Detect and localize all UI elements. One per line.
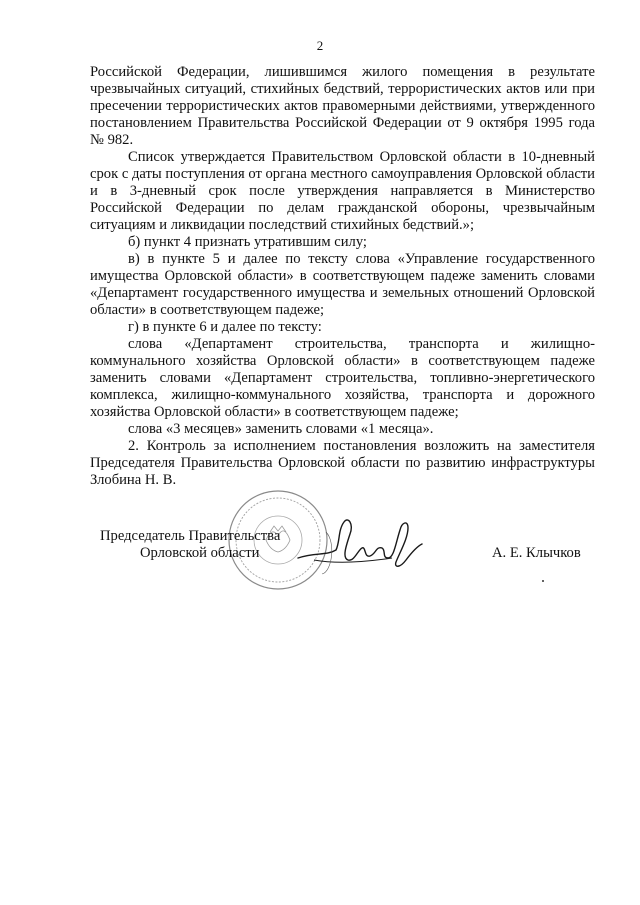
- paragraph-continuation: Российской Федерации, лишившимся жилого помещения в результате чрезвычайных ситуаций, стихийных бедствий, террористических актов или при пресечении террористических актов правомерными действиями, утвержденного постановлением Правительства Российской Федерации от 9 октября 1995 года № 982.: [90, 64, 595, 148]
- paragraph-list-approval: Список утверждается Правительством Орловской области в 10-дневный срок с даты поступления от органа местного самоуправления Орловской области и в 3-дневный срок после утверждения направляется в Министерство Российской Федерации по делам гражданской обороны, чрезвычайным ситуациям и ликвидации последствий стихийных бедствий.»;: [90, 149, 595, 233]
- handwritten-signature: [296, 512, 426, 576]
- ink-dot: [542, 580, 544, 582]
- paragraph-item-v: в) в пункте 5 и далее по тексту слова «Управление государственного имущества Орловской области» в соответствующем падеже заменить словами «Департамент государственного имущества и земельных отношений Орловской области» в соответствующем падеже;: [90, 251, 595, 318]
- signatory-title: [100, 528, 280, 562]
- paragraph-replace-months: слова «3 месяцев» заменить словами «1 месяца».: [128, 421, 434, 437]
- signatory-title-line1: Председатель Правительства: [100, 528, 281, 544]
- signatory-name: А. Е. Клычков: [492, 545, 581, 561]
- paragraph-replace-department: слова «Департамент строительства, транспорта и жилищно-коммунального хозяйства Орловской области» в соответствующем падеже заменить словами «Департамент строительства, топливно-энергетического комплекса, жилищно-коммунального хозяйства, транспорта и дорожного хозяйства Орловской области» в соответствующем падеже;: [90, 336, 595, 420]
- paragraph-item-g: г) в пункте 6 и далее по тексту:: [128, 319, 322, 335]
- signatory-title-line2: Орловской области: [140, 545, 260, 561]
- document-body: [90, 64, 595, 489]
- paragraph-item-b: б) пункт 4 признать утратившим силу;: [128, 234, 367, 250]
- paragraph-control: 2. Контроль за исполнением постановления возложить на заместителя Председателя Правительства Орловской области по развитию инфраструктуры Злобина Н. В.: [90, 438, 595, 488]
- page-number: 2: [316, 38, 324, 53]
